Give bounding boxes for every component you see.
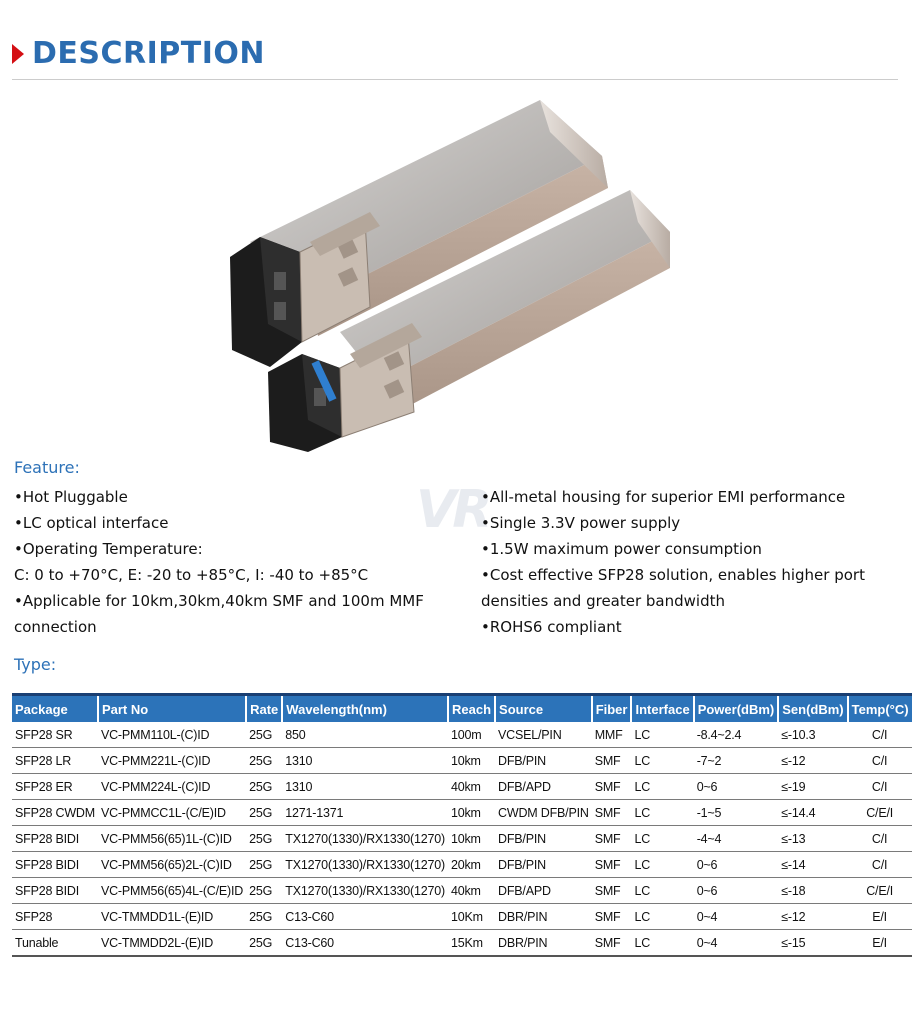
table-cell: C/E/I bbox=[848, 878, 912, 904]
table-cell: C13-C60 bbox=[282, 904, 448, 930]
table-cell: 0~6 bbox=[694, 878, 779, 904]
table-cell: LC bbox=[631, 826, 693, 852]
table-cell: 10Km bbox=[448, 904, 495, 930]
table-row bbox=[12, 826, 912, 852]
table-cell: C/I bbox=[848, 852, 912, 878]
table-cell: VC-PMM56(65)1L-(C)ID bbox=[98, 826, 246, 852]
table-cell: SFP28 BIDI bbox=[12, 852, 98, 878]
table-cell: 25G bbox=[246, 878, 282, 904]
table-cell: TX1270(1330)/RX1330(1270) bbox=[282, 878, 448, 904]
col-header: Wavelength(nm) bbox=[282, 695, 448, 723]
table-cell: ≤-15 bbox=[778, 930, 847, 957]
sfp28-modules-image bbox=[190, 92, 670, 452]
table-cell: C/I bbox=[848, 748, 912, 774]
table-cell: VCSEL/PIN bbox=[495, 722, 592, 748]
feature-item: connection bbox=[14, 618, 97, 636]
table-cell: DFB/PIN bbox=[495, 748, 592, 774]
table-cell: ≤-12 bbox=[778, 748, 847, 774]
col-header: Sen(dBm) bbox=[778, 695, 847, 723]
col-header: Temp(°C) bbox=[848, 695, 912, 723]
feature-item: C: 0 to +70°C, E: -20 to +85°C, I: -40 to +85°C bbox=[14, 566, 369, 584]
table-cell: 100m bbox=[448, 722, 495, 748]
table-cell: 25G bbox=[246, 826, 282, 852]
table-row bbox=[12, 722, 912, 748]
table-row bbox=[12, 878, 912, 904]
table-cell: SFP28 bbox=[12, 904, 98, 930]
table-cell: VC-PMM56(65)2L-(C)ID bbox=[98, 852, 246, 878]
table-cell: -8.4~2.4 bbox=[694, 722, 779, 748]
table-cell: VC-PMMCC1L-(C/E)ID bbox=[98, 800, 246, 826]
table-cell: LC bbox=[631, 722, 693, 748]
table-cell: SFP28 LR bbox=[12, 748, 98, 774]
type-label: Type: bbox=[14, 655, 57, 674]
feature-item: •All-metal housing for superior EMI performance bbox=[481, 488, 846, 506]
table-cell: 10km bbox=[448, 800, 495, 826]
table-row bbox=[12, 774, 912, 800]
table-cell: ≤-14 bbox=[778, 852, 847, 878]
table-cell: SFP28 BIDI bbox=[12, 878, 98, 904]
table-cell: C/I bbox=[848, 774, 912, 800]
table-cell: 10km bbox=[448, 826, 495, 852]
table-cell: LC bbox=[631, 878, 693, 904]
col-header: Reach bbox=[448, 695, 495, 723]
table-cell: Tunable bbox=[12, 930, 98, 957]
feature-label: Feature: bbox=[14, 458, 80, 477]
col-header: Package bbox=[12, 695, 98, 723]
table-cell: 20km bbox=[448, 852, 495, 878]
heading-divider bbox=[12, 79, 898, 80]
table-cell: -7~2 bbox=[694, 748, 779, 774]
table-cell: ≤-10.3 bbox=[778, 722, 847, 748]
table-cell: SMF bbox=[592, 930, 632, 957]
feature-list-left bbox=[14, 484, 424, 640]
table-cell: SMF bbox=[592, 878, 632, 904]
table-row bbox=[12, 904, 912, 930]
table-cell: 1310 bbox=[282, 748, 448, 774]
table-cell: 850 bbox=[282, 722, 448, 748]
type-table bbox=[12, 693, 912, 957]
table-header-row bbox=[12, 695, 912, 723]
feature-item: densities and greater bandwidth bbox=[481, 592, 725, 610]
col-header: Part No bbox=[98, 695, 246, 723]
table-cell: LC bbox=[631, 904, 693, 930]
table-cell: SFP28 ER bbox=[12, 774, 98, 800]
table-cell: LC bbox=[631, 748, 693, 774]
table-cell: 1310 bbox=[282, 774, 448, 800]
feature-list-right bbox=[481, 484, 865, 640]
table-cell: DBR/PIN bbox=[495, 930, 592, 957]
table-cell: SFP28 CWDM bbox=[12, 800, 98, 826]
table-cell: C/E/I bbox=[848, 800, 912, 826]
table-cell: SMF bbox=[592, 826, 632, 852]
feature-item: •ROHS6 compliant bbox=[481, 618, 622, 636]
col-header: Source bbox=[495, 695, 592, 723]
table-cell: DFB/PIN bbox=[495, 826, 592, 852]
table-cell: DFB/PIN bbox=[495, 852, 592, 878]
table-cell: 40km bbox=[448, 878, 495, 904]
table-row bbox=[12, 930, 912, 957]
table-cell: 15Km bbox=[448, 930, 495, 957]
table-cell: 0~6 bbox=[694, 774, 779, 800]
col-header: Fiber bbox=[592, 695, 632, 723]
feature-item: •Cost effective SFP28 solution, enables higher port bbox=[481, 566, 865, 584]
table-cell: 25G bbox=[246, 748, 282, 774]
table-cell: SMF bbox=[592, 774, 632, 800]
table-row bbox=[12, 852, 912, 878]
table-cell: 25G bbox=[246, 774, 282, 800]
table-cell: VC-PMM56(65)4L-(C/E)ID bbox=[98, 878, 246, 904]
watermark-logo: VR bbox=[416, 480, 489, 540]
feature-item: •Operating Temperature: bbox=[14, 540, 203, 558]
table-cell: -1~5 bbox=[694, 800, 779, 826]
table-cell: 40km bbox=[448, 774, 495, 800]
table-cell: SFP28 SR bbox=[12, 722, 98, 748]
table-cell: ≤-12 bbox=[778, 904, 847, 930]
table-cell: ≤-13 bbox=[778, 826, 847, 852]
table-cell: 25G bbox=[246, 904, 282, 930]
table-cell: MMF bbox=[592, 722, 632, 748]
table-cell: TX1270(1330)/RX1330(1270) bbox=[282, 852, 448, 878]
table-cell: E/I bbox=[848, 930, 912, 957]
red-arrow-icon bbox=[12, 44, 24, 64]
feature-item: •Hot Pluggable bbox=[14, 488, 128, 506]
feature-item: •Single 3.3V power supply bbox=[481, 514, 681, 532]
col-header: Interface bbox=[631, 695, 693, 723]
table-cell: SFP28 BIDI bbox=[12, 826, 98, 852]
table-cell: DFB/APD bbox=[495, 878, 592, 904]
section-heading bbox=[12, 36, 265, 71]
feature-item: •1.5W maximum power consumption bbox=[481, 540, 762, 558]
table-cell: 0~4 bbox=[694, 904, 779, 930]
table-cell: SMF bbox=[592, 904, 632, 930]
table-cell: 10km bbox=[448, 748, 495, 774]
table-cell: LC bbox=[631, 800, 693, 826]
col-header: Rate bbox=[246, 695, 282, 723]
table-row bbox=[12, 748, 912, 774]
page-title: DESCRIPTION bbox=[32, 36, 266, 71]
table-cell: CWDM DFB/PIN bbox=[495, 800, 592, 826]
table-cell: VC-TMMDD1L-(E)ID bbox=[98, 904, 246, 930]
table-cell: SMF bbox=[592, 800, 632, 826]
table-cell: ≤-18 bbox=[778, 878, 847, 904]
table-cell: TX1270(1330)/RX1330(1270) bbox=[282, 826, 448, 852]
table-cell: DBR/PIN bbox=[495, 904, 592, 930]
table-cell: 25G bbox=[246, 930, 282, 957]
col-header: Power(dBm) bbox=[694, 695, 779, 723]
table-cell: C/I bbox=[848, 722, 912, 748]
table-cell: LC bbox=[631, 774, 693, 800]
table-cell: VC-PMM221L-(C)ID bbox=[98, 748, 246, 774]
table-cell: C13-C60 bbox=[282, 930, 448, 957]
table-cell: VC-PMM110L-(C)ID bbox=[98, 722, 246, 748]
table-cell: ≤-14.4 bbox=[778, 800, 847, 826]
table-cell: 25G bbox=[246, 852, 282, 878]
table-cell: -4~4 bbox=[694, 826, 779, 852]
table-cell: 0~6 bbox=[694, 852, 779, 878]
table-cell: SMF bbox=[592, 748, 632, 774]
table-cell: VC-TMMDD2L-(E)ID bbox=[98, 930, 246, 957]
table-cell: C/I bbox=[848, 826, 912, 852]
table-cell: LC bbox=[631, 852, 693, 878]
table-cell: 1271-1371 bbox=[282, 800, 448, 826]
table-cell: LC bbox=[631, 930, 693, 957]
table-row bbox=[12, 800, 912, 826]
table-cell: 25G bbox=[246, 800, 282, 826]
feature-item: •LC optical interface bbox=[14, 514, 169, 532]
table-cell: 0~4 bbox=[694, 930, 779, 957]
table-cell: ≤-19 bbox=[778, 774, 847, 800]
table-cell: VC-PMM224L-(C)ID bbox=[98, 774, 246, 800]
feature-item: •Applicable for 10km,30km,40km SMF and 100m MMF bbox=[14, 592, 424, 610]
table-cell: SMF bbox=[592, 852, 632, 878]
table-cell: E/I bbox=[848, 904, 912, 930]
table-cell: 25G bbox=[246, 722, 282, 748]
table-cell: DFB/APD bbox=[495, 774, 592, 800]
